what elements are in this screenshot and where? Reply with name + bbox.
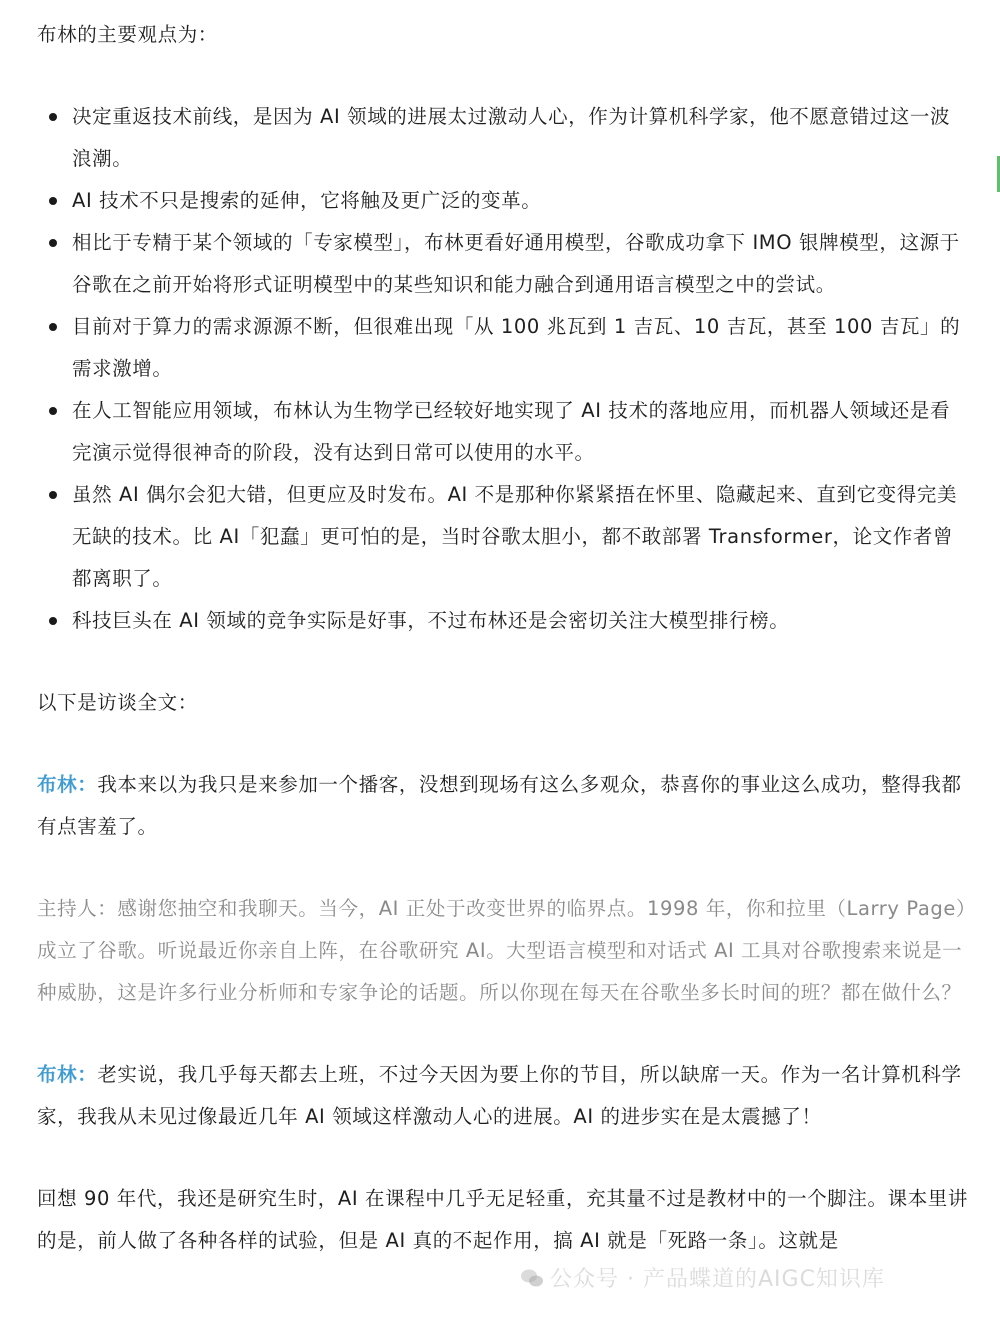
bullet-icon	[49, 491, 57, 499]
brin-paragraph	[37, 764, 969, 848]
host-paragraph: 主持人：感谢您抽空和我聊天。当今，AI 正处于改变世界的临界点。1998 年，你和拉里（Larry Page）成立了谷歌。听说最近你亲自上阵，在谷歌研究 AI。大型语言模型和对话式 AI 工具对谷歌搜索来说是一种威胁，这是许多行业分析师和专家争论的话题。所以你现在每天在谷歌坐多长时间的班？都在做什么？	[37, 897, 967, 1004]
list-item: 决定重返技术前线，是因为 AI 领域的进展太过激动人心，作为计算机科学家，他不愿意错过这一波浪潮。	[37, 96, 969, 180]
list-item: 科技巨头在 AI 领域的竞争实际是好事，不过布林还是会密切关注大模型排行榜。	[37, 600, 969, 642]
bullet-icon	[49, 323, 57, 331]
list-item: 虽然 AI 偶尔会犯大错，但更应及时发布。AI 不是那种你紧紧捂在怀里、隐藏起来、直到它变得完美无缺的技术。比 AI「犯蠢」更可怕的是，当时谷歌太胆小，都不敢部署 Transformer，论文作者曾都离职了。	[37, 474, 969, 600]
bullet-icon	[49, 407, 57, 415]
speaker-label: 布林：	[37, 773, 98, 796]
intro-text: 布林的主要观点为：	[37, 23, 218, 46]
list-item: 目前对于算力的需求源源不断，但很难出现「从 100 兆瓦到 1 吉瓦、10 吉瓦，甚至 100 吉瓦」的需求激增。	[37, 306, 969, 390]
paragraph-text: 老实说，我几乎每天都去上班，不过今天因为要上你的节目，所以缺席一天。作为一名计算机科学家，我我从未见过像最近几年 AI 领域这样激动人心的进展。AI 的进步实在是太震撼了！	[37, 1063, 962, 1128]
fulltext-label: 以下是访谈全文：	[37, 691, 198, 714]
article-body	[37, 14, 969, 1262]
list-item: 相比于专精于某个领域的「专家模型」，布林更看好通用模型，谷歌成功拿下 IMO 银牌模型，这源于谷歌在之前开始将形式证明模型中的某些知识和能力融合到通用语言模型之中的尝试。	[37, 222, 969, 306]
brin-paragraph	[37, 1054, 969, 1138]
list-item: AI 技术不只是搜索的延伸，它将触及更广泛的变革。	[37, 180, 969, 222]
bullet-icon	[49, 617, 57, 625]
wechat-icon	[520, 1268, 544, 1288]
bullet-icon	[49, 239, 57, 247]
paragraph-text: 我本来以为我只是来参加一个播客，没想到现场有这么多观众，恭喜你的事业这么成功，整得我都有点害羞了。	[37, 773, 962, 838]
list-item: 在人工智能应用领域，布林认为生物学已经较好地实现了 AI 技术的落地应用，而机器人领域还是看完演示觉得很神奇的阶段，没有达到日常可以使用的水平。	[37, 390, 969, 474]
bullet-icon	[49, 113, 57, 121]
paragraph: 回想 90 年代，我还是研究生时，AI 在课程中几乎无足轻重，充其量不过是教材中的一个脚注。课本里讲的是，前人做了各种各样的试验，但是 AI 真的不起作用，搞 AI 就是「死路一条」。这就是	[37, 1187, 968, 1252]
key-points-list	[37, 96, 969, 642]
speaker-label: 布林：	[37, 1063, 98, 1086]
watermark-text: 公众号 · 产品蝶道的AIGC知识库	[550, 1267, 885, 1292]
watermark	[520, 1262, 885, 1293]
bullet-icon	[49, 197, 57, 205]
